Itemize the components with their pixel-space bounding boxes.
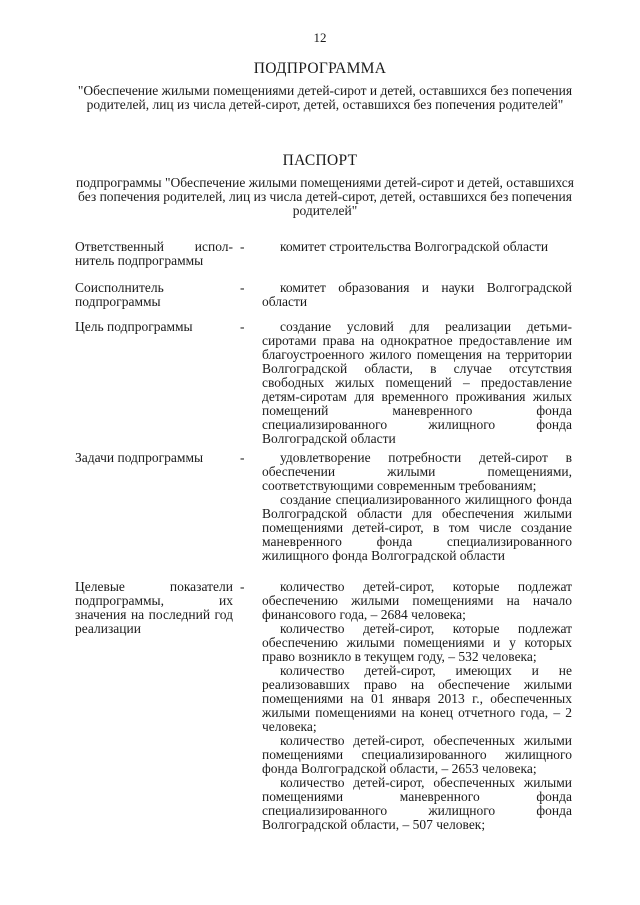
row-value-paragraph: комитет строительства Волгоградской области bbox=[280, 239, 549, 254]
row-dash: - bbox=[240, 319, 245, 334]
row-value-paragraph: комитет образования и науки Волгоградской области bbox=[262, 280, 572, 309]
row-value-paragraph: количество детей-сирот, которые подлежат обеспечению жилыми помещениями и у которых право возникло в текущем году, – 532 человека; bbox=[262, 621, 572, 664]
row-value-responsible-executor bbox=[262, 240, 572, 254]
row-value-co-executor bbox=[262, 281, 572, 309]
row-dash: - bbox=[240, 579, 245, 594]
row-dash: - bbox=[240, 450, 245, 465]
row-dash: - bbox=[240, 239, 245, 254]
subprogram-heading: ПОДПРОГРАММА bbox=[253, 60, 387, 77]
row-value-paragraph: удовлетворение потребности детей-сирот в обеспечении жилыми помещениями, соответствующими современным требованиям; bbox=[262, 450, 572, 493]
row-value-paragraph: количество детей-сирот, обеспеченных жилыми помещениями маневренного фонда специализированного жилищного фонда Волгоградской области, – 507 человек; bbox=[262, 775, 572, 832]
row-value-paragraph: создание специализированного жилищного фонда Волгоградской области для обеспечения жилыми помещениями детей-сирот, в том числе создание маневренного фонда специализированного жилищного фонда Волгоградской области bbox=[262, 492, 572, 563]
row-label-goal: Цель подпрограммы bbox=[75, 319, 193, 334]
row-label-responsible-executor: Ответственный испол-нитель подпрограммы bbox=[75, 239, 233, 268]
row-label-tasks: Задачи подпрограммы bbox=[75, 450, 204, 465]
row-value-paragraph: количество детей-сирот, имеющих и не реализовавших право на обеспечение жилыми помещениями на 01 января 2013 г., обеспеченных жилыми помещениями на конец отчетного года, – 2 человека; bbox=[262, 663, 572, 734]
row-label-target-indicators: Целевые показатели подпрограммы, их значения на последний год реализации bbox=[75, 579, 233, 636]
row-value-goal bbox=[262, 320, 572, 446]
passport-subtitle: подпрограммы "Обеспечение жилыми помещениями детей-сирот и детей, оставшихся без попечения родителей, лиц из числа детей-сирот, детей, оставшихся без попечения родителей" bbox=[76, 175, 574, 218]
row-value-target-indicators bbox=[262, 580, 572, 832]
row-value-paragraph: количество детей-сирот, обеспеченных жилыми помещениями специализированного жилищного фонда Волгоградской области, – 2653 человека; bbox=[262, 733, 572, 776]
row-value-paragraph: создание условий для реализации детьми-сиротами права на однократное предоставление им благоустроенного жилого помещения на территории Волгоградской области, в случае отсутствия свободных жилых помещений – предоставление детям-сиротам для временного проживания жилых помещений маневренного фонда специализированного жилищного фонда Волгоградской области bbox=[262, 319, 572, 446]
subprogram-title: "Обеспечение жилыми помещениями детей-сирот и детей, оставшихся без попечения родителей, лиц из числа детей-сирот, детей, оставшихся без попечения родителей" bbox=[77, 83, 573, 112]
row-value-tasks bbox=[262, 451, 572, 563]
row-dash: - bbox=[240, 280, 245, 295]
row-label-co-executor: Соисполнитель подпрограммы bbox=[75, 280, 164, 309]
page-number: 12 bbox=[313, 30, 327, 45]
passport-heading: ПАСПОРТ bbox=[282, 152, 358, 169]
row-value-paragraph: количество детей-сирот, которые подлежат обеспечению жилыми помещениями на начало финансового года, – 2684 человека; bbox=[262, 579, 572, 622]
